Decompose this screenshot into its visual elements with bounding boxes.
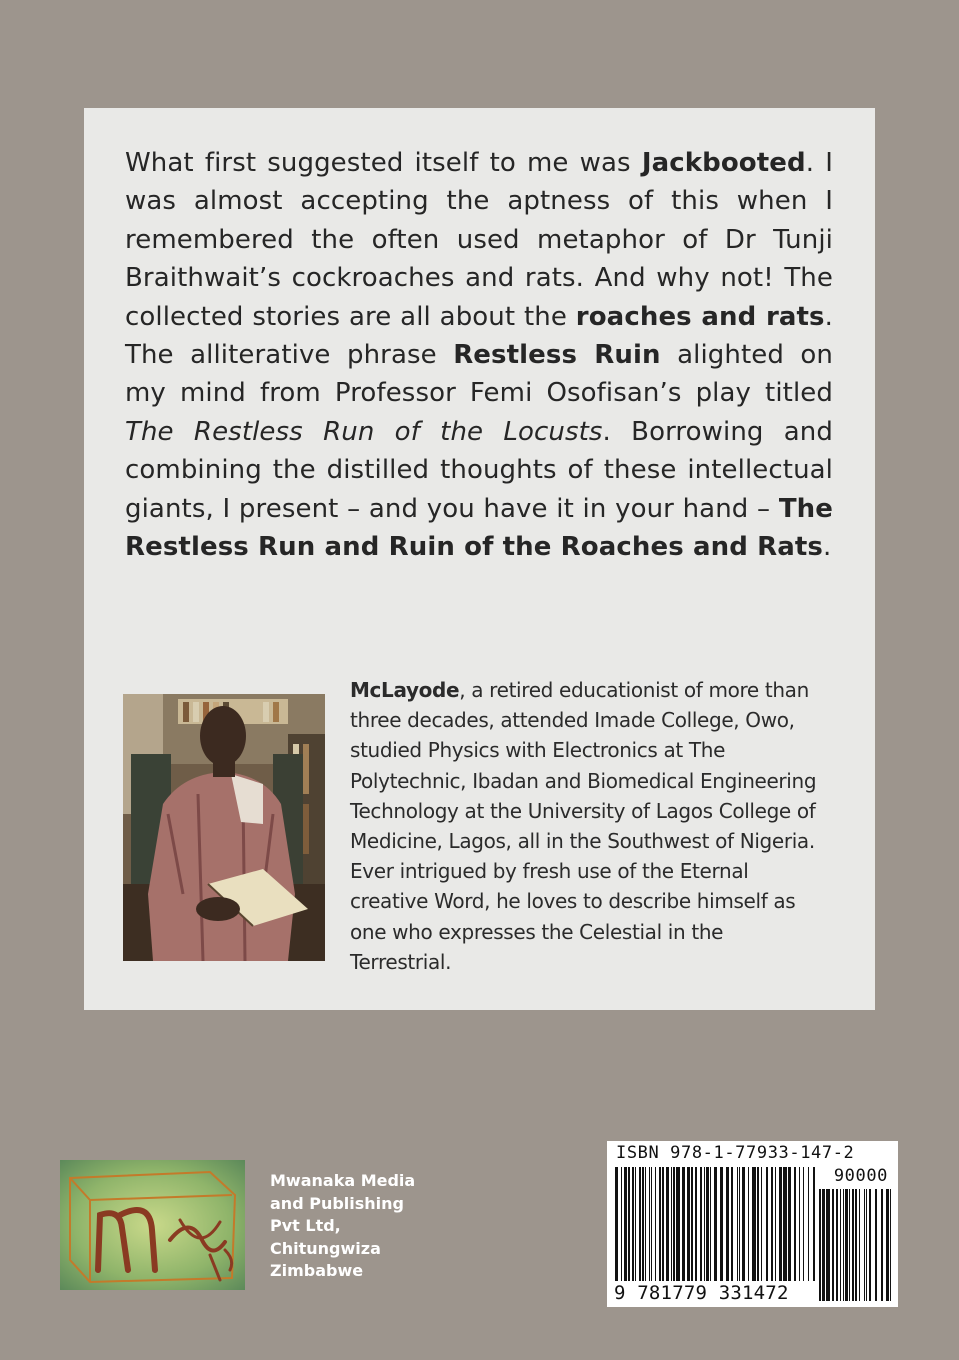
blurb-bold-roaches: roaches and rats <box>575 301 825 332</box>
barcode-bar <box>849 1189 850 1301</box>
author-bio <box>350 675 830 977</box>
barcode-bar <box>783 1167 787 1281</box>
barcode-bar <box>621 1167 622 1281</box>
barcode-bar <box>628 1167 630 1281</box>
barcode-bar <box>826 1189 830 1301</box>
barcode-bar <box>632 1167 634 1281</box>
author-bio-text: , a retired educationist of more than three decades, attended Imade College, Owo, studied Physics with Electronics at The Polytechnic, Ibadan and Biomedical Engineering Technology at the University of Lagos College of Medicine, Lagos, all in the Southwest of Nigeria. Ever intrigued by fresh use of the Eternal creative Word, he loves to describe himself as one who expresses the Celestial in the Terrestrial. <box>350 678 817 974</box>
barcode-bar <box>866 1189 867 1301</box>
barcode-bar <box>671 1167 672 1281</box>
barcode-bar <box>794 1167 796 1281</box>
barcode-bar <box>639 1167 641 1281</box>
barcode-bar <box>836 1189 838 1301</box>
barcode-bar <box>700 1167 702 1281</box>
barcode-bar <box>714 1167 717 1281</box>
isbn-number: ISBN 978-1-77933-147-2 <box>616 1143 855 1163</box>
barcode-bars <box>615 1167 815 1281</box>
barcode-bar <box>775 1167 776 1281</box>
author-name: McLayode <box>350 678 460 702</box>
cover-blurb <box>125 144 833 566</box>
author-photo-illustration <box>123 694 325 961</box>
barcode-addon-number: 90000 <box>833 1166 888 1186</box>
mmap-logo-icon <box>60 1160 245 1290</box>
barcode-bar <box>710 1167 711 1281</box>
barcode-bar <box>720 1167 723 1281</box>
barcode-bar <box>840 1189 841 1301</box>
publisher-line-2: and Publishing <box>270 1193 404 1213</box>
barcode-bar <box>673 1167 675 1281</box>
blurb-italic-play-title: The Restless Run of the Locusts <box>125 416 603 447</box>
barcode-bar <box>788 1167 791 1281</box>
barcode-bar <box>779 1167 782 1281</box>
blurb-text-6: . <box>822 532 832 563</box>
blurb-text-2: . I was almost accepting the aptness of this when I remembered the often used metaphor of Dr Tunji Braithwait’s cockroaches and rats. And why not! The collected stories are all about the <box>125 148 833 332</box>
barcode-bar <box>748 1167 749 1281</box>
barcode-bar <box>852 1189 854 1301</box>
blurb-bold-book-title: The Restless Run and Ruin of the Roaches and Rats <box>125 493 833 563</box>
publisher-line-5: Zimbabwe <box>270 1261 364 1280</box>
barcode-bar <box>742 1167 745 1281</box>
barcode-bar <box>761 1167 762 1281</box>
publisher-name <box>270 1170 470 1283</box>
barcode-bar <box>666 1167 669 1281</box>
barcode-bar <box>642 1167 644 1281</box>
blurb-text-5: . Borrowing and combining the distilled thoughts of these intellectual giants, I present – and you have it in your hand – <box>125 416 833 524</box>
barcode-bar <box>687 1167 690 1281</box>
barcode-bar <box>886 1189 889 1301</box>
barcode-bar <box>757 1167 759 1281</box>
back-cover-panel <box>84 108 875 1010</box>
barcode-bar <box>843 1189 844 1301</box>
barcode-bar <box>649 1167 650 1281</box>
barcode-bar <box>881 1189 883 1301</box>
barcode-bar <box>635 1167 636 1281</box>
barcode-bar <box>624 1167 627 1281</box>
barcode-bar <box>706 1167 709 1281</box>
barcode-bar <box>731 1167 733 1281</box>
barcode-bar <box>822 1189 825 1301</box>
publisher-line-3: Pvt Ltd, <box>270 1216 341 1235</box>
blurb-text-1: What first suggested itself to me was <box>125 148 642 178</box>
barcode-bar <box>704 1167 705 1281</box>
barcode-bar <box>799 1167 800 1281</box>
barcode-bar <box>726 1167 729 1281</box>
barcode-bar <box>813 1167 815 1281</box>
barcode-addon-bars <box>819 1189 891 1301</box>
barcode-bar <box>659 1167 661 1281</box>
barcode-bar <box>771 1167 773 1281</box>
barcode-bar <box>651 1167 652 1281</box>
blurb-text-3: . The alliterative phrase <box>125 301 833 371</box>
blurb-text-4: alighted on my mind from Professor Femi Osofisan’s play titled <box>125 340 833 409</box>
barcode-bar <box>739 1167 740 1281</box>
publisher-line-1: Mwanaka Media <box>270 1171 416 1190</box>
publisher-line-4: Chitungwiza <box>270 1238 381 1258</box>
barcode-bar <box>819 1189 821 1301</box>
barcode-bar <box>645 1167 646 1281</box>
barcode-bar <box>808 1167 809 1281</box>
barcode-bar <box>691 1167 693 1281</box>
blurb-bold-restless-ruin: Restless Ruin <box>453 340 661 371</box>
barcode-bar <box>682 1167 685 1281</box>
ean-number: 9 781779 331472 <box>614 1282 789 1304</box>
barcode-bar <box>615 1167 618 1281</box>
barcode-bar <box>890 1189 891 1301</box>
isbn-barcode <box>607 1141 898 1307</box>
barcode-bar <box>859 1189 860 1301</box>
barcode-bar <box>832 1189 834 1301</box>
publisher-logo <box>60 1160 245 1290</box>
barcode-bar <box>845 1189 848 1301</box>
barcode-bar <box>869 1189 871 1301</box>
barcode-bar <box>676 1167 680 1281</box>
barcode-bar <box>864 1189 865 1301</box>
author-photo <box>123 694 325 961</box>
barcode-bar <box>662 1167 664 1281</box>
barcode-bar <box>737 1167 738 1281</box>
barcode-bar <box>695 1167 697 1281</box>
barcode-bar <box>803 1167 804 1281</box>
blurb-bold-jackbooted: Jackbooted <box>641 148 806 178</box>
barcode-bar <box>875 1189 877 1301</box>
barcode-bar <box>655 1167 656 1281</box>
barcode-bar <box>855 1189 857 1301</box>
barcode-bar <box>766 1167 768 1281</box>
barcode-bar <box>752 1167 756 1281</box>
